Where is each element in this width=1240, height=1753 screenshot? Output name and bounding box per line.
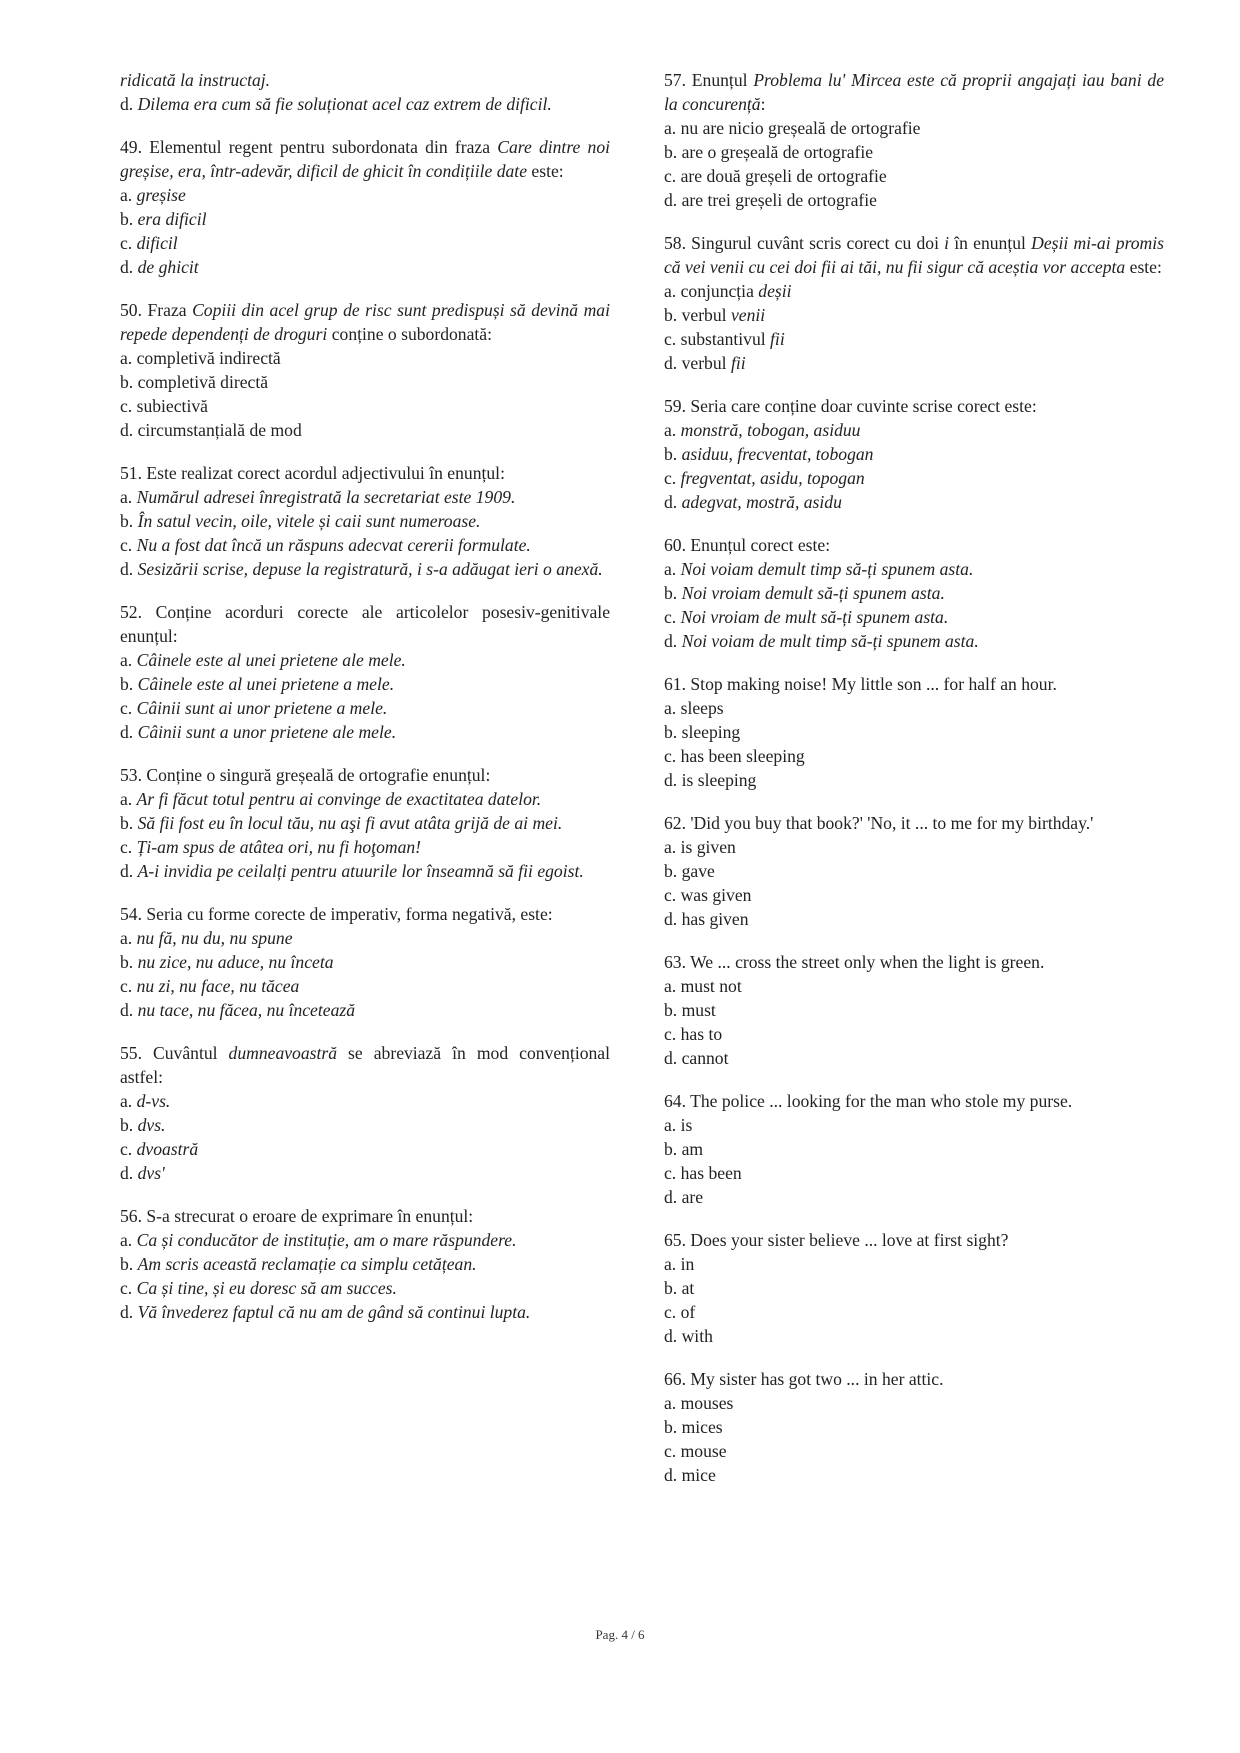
text-run: 52. Conține acorduri corecte ale articolelor posesiv-genitivale enunțul: [120,602,610,646]
italic-text: Deșii mi-ai promis că vei venii cu cei doi fii ai tăi, nu fii sigur că aceștia vor accepta [664,233,1165,277]
text-run: 51. Este realizat corect acordul adjectivului în enunțul: [120,463,505,483]
italic-text: nu tace, nu făcea, nu încetează [137,1000,356,1020]
text-run: d. [120,861,138,881]
text-run: b. at [664,1278,695,1298]
answer-option [120,696,610,720]
italic-text: Dilema era cum să fie soluționat acel caz extrem de dificil. [137,94,552,114]
text-run: d. with [664,1326,713,1346]
question-stem [120,135,610,183]
text-run: în enunțul [949,233,1032,253]
answer-option [664,1391,1164,1415]
italic-text: Ca și tine, și eu doresc să am succes. [136,1278,397,1298]
answer-option [664,629,1164,653]
italic-text: Câinii sunt ai unor prietene a mele. [136,698,388,718]
answer-option [664,907,1164,931]
text-run: 50. Fraza [120,300,193,320]
answer-option [664,605,1164,629]
text-run: b. must [664,1000,716,1020]
text-run: a. must not [664,976,742,996]
answer-option [120,1137,610,1161]
question-block [120,298,610,442]
text-run: b. gave [664,861,715,881]
italic-text: Să fii fost eu în locul tău, nu aşi fi avut atâta grijă de ai mei. [137,813,563,833]
question-stem [664,1228,1164,1252]
text-run: c. [120,976,137,996]
fragment-line [120,68,610,92]
answer-option [664,442,1164,466]
question-stem [664,672,1164,696]
text-run: 64. The police ... looking for the man who stole my purse. [664,1091,1073,1111]
text-run: 60. Enunțul corect este: [664,535,831,555]
text-run: b. [664,583,682,603]
answer-option [120,255,610,279]
italic-text: era dificil [137,209,207,229]
question-block [120,1041,610,1185]
answer-option [120,509,610,533]
text-run: 58. Singurul cuvânt scris corect cu doi [664,233,945,253]
answer-option [120,1276,610,1300]
answer-option [120,926,610,950]
answer-option [120,533,610,557]
answer-option [120,1300,610,1324]
answer-option [664,1463,1164,1487]
question-block [664,533,1164,653]
text-run: a. is given [664,837,736,857]
question-stem [120,902,610,926]
italic-text: Am scris această reclamație ca simplu cetățean. [137,1254,477,1274]
text-run: conține o subordonată: [327,324,492,344]
text-run: b. [120,813,138,833]
italic-text: Câinele este al unei prietene ale mele. [136,650,406,670]
answer-option [664,1415,1164,1439]
text-run: d. verbul [664,353,731,373]
answer-option [664,418,1164,442]
question-block [664,1228,1164,1348]
text-run: d. circumstanțială de mod [120,420,302,440]
text-run: a. [120,1230,137,1250]
answer-option [664,974,1164,998]
italic-text: Nu a fost dat încă un răspuns adecvat cererii formulate. [136,535,531,555]
text-run: d. [120,1302,138,1322]
answer-option [664,581,1164,605]
text-run: b. am [664,1139,704,1159]
text-run: d. [120,1000,138,1020]
answer-option [664,883,1164,907]
answer-option [120,1252,610,1276]
text-run: d. [120,559,138,579]
question-block [120,600,610,744]
italic-text: ridicată la instructaj. [120,70,271,90]
text-run: 49. Elementul regent pentru subordonata din fraza [120,137,498,157]
answer-option [120,974,610,998]
answer-option [664,1300,1164,1324]
text-run: d. [120,722,138,742]
question-stem [664,68,1164,116]
text-run: a. [664,420,681,440]
text-run: c. are două greșeli de ortografie [664,166,887,186]
answer-option [120,183,610,207]
italic-text: nu fă, nu du, nu spune [136,928,293,948]
text-run: d. [120,257,138,277]
text-run: a. sleeps [664,698,724,718]
answer-option [120,346,610,370]
italic-text: Problema lu' Mircea este că proprii angajați iau bani de la concurență [664,70,1165,114]
text-run: a. nu are nicio greșeală de ortografie [664,118,921,138]
text-run: b. [120,209,138,229]
italic-text: Noi vroiam demult să-ți spunem asta. [681,583,945,603]
answer-option [664,140,1164,164]
italic-text: greșise [136,185,186,205]
text-run: b. [120,1115,138,1135]
answer-option [120,787,610,811]
italic-text: monstră, tobogan, asiduu [680,420,861,440]
answer-option [664,1276,1164,1300]
answer-option [664,1252,1164,1276]
fragment-line [120,92,610,116]
question-block [664,1089,1164,1209]
answer-option [664,744,1164,768]
answer-option [664,859,1164,883]
question-block [664,394,1164,514]
italic-text: Noi voiam de mult timp să-ți spunem asta. [681,631,979,651]
question-block [664,68,1164,212]
answer-option [120,1113,610,1137]
right-column [664,68,1164,1506]
question-stem [120,763,610,787]
question-stem [120,298,610,346]
question-stem [120,461,610,485]
text-run: b. [120,511,138,531]
text-run: 57. Enunțul [664,70,754,90]
text-run: c. [120,1278,137,1298]
answer-option [664,327,1164,351]
italic-text: i [944,233,950,253]
italic-text: Vă învederez faptul că nu am de gând să continui lupta. [137,1302,531,1322]
italic-text: A-i invidia pe ceilalți pentru atuurile lor înseamnă să fii egoist. [137,861,584,881]
answer-option [120,231,610,255]
text-run: b. [120,1254,138,1274]
text-run: : [760,94,766,114]
text-run: 55. Cuvântul [120,1043,229,1063]
text-run: c. [664,607,681,627]
text-run: c. [120,698,137,718]
question-stem [664,1367,1164,1391]
italic-text: Noi vroiam de mult să-ți spunem asta. [680,607,949,627]
italic-text: adegvat, mostră, asidu [681,492,842,512]
answer-option [664,490,1164,514]
answer-option [664,998,1164,1022]
answer-option [664,116,1164,140]
answer-option [664,303,1164,327]
text-run: d. mice [664,1465,716,1485]
italic-text: de ghicit [137,257,199,277]
text-run: c. has to [664,1024,723,1044]
text-run: a. is [664,1115,693,1135]
question-block [120,461,610,581]
text-run: a. mouses [664,1393,734,1413]
text-run: 56. S-a strecurat o eroare de exprimare în enunțul: [120,1206,474,1226]
italic-text: Câinele este al unei prietene a mele. [137,674,395,694]
answer-option [664,279,1164,303]
left-column [120,68,610,1343]
italic-text: deșii [758,281,792,301]
answer-option [120,1228,610,1252]
answer-option [120,370,610,394]
answer-option [120,557,610,581]
italic-text: d-vs. [136,1091,171,1111]
italic-text: nu zice, nu aduce, nu înceta [137,952,334,972]
italic-text: Numărul adresei înregistrată la secretariat este 1909. [136,487,516,507]
italic-text: Copiii din acel grup de risc sunt predispuși să devină mai repede dependenți de droguri [120,300,610,344]
answer-option [120,648,610,672]
question-block [120,1204,610,1324]
text-run: a. [120,928,137,948]
text-run: c. [120,535,137,555]
answer-option [120,418,610,442]
answer-option [664,164,1164,188]
italic-text: nu zi, nu face, nu tăcea [136,976,300,996]
text-run: 63. We ... cross the street only when the light is green. [664,952,1045,972]
italic-text: dificil [136,233,178,253]
question-block [120,763,610,883]
continued-question-fragment [120,68,610,116]
text-run: c. has been sleeping [664,746,805,766]
answer-option [664,1439,1164,1463]
answer-option [120,1161,610,1185]
text-run: d. [664,631,682,651]
text-run: a. in [664,1254,695,1274]
text-run: c. mouse [664,1441,727,1461]
answer-option [664,557,1164,581]
italic-text: Care dintre noi greșise, era, într-adevăr, dificil de ghicit în condițiile date [120,137,611,181]
italic-text: fii [770,329,785,349]
question-stem [120,1041,610,1089]
question-stem [664,1089,1164,1113]
answer-option [120,485,610,509]
text-run: d. has given [664,909,749,929]
question-stem [120,600,610,648]
question-stem [664,811,1164,835]
answer-option [120,207,610,231]
question-block [664,672,1164,792]
text-run: 53. Conține o singură greșeală de ortografie enunțul: [120,765,491,785]
text-run: c. subiectivă [120,396,208,416]
text-run: d. cannot [664,1048,729,1068]
text-run: este: [1125,257,1162,277]
answer-option [120,672,610,696]
answer-option [664,835,1164,859]
answer-option [664,1324,1164,1348]
italic-text: asiduu, frecventat, tobogan [681,444,874,464]
text-run: b. [120,674,138,694]
text-run: 54. Seria cu forme corecte de imperativ, forma negativă, este: [120,904,553,924]
answer-option [664,1022,1164,1046]
answer-option [664,351,1164,375]
answer-option [664,1113,1164,1137]
text-run: d. [120,1163,138,1183]
answer-option [120,998,610,1022]
question-stem [664,394,1164,418]
text-run: b. sleeping [664,722,741,742]
text-run: 59. Seria care conține doar cuvinte scrise corect este: [664,396,1037,416]
text-run: 61. Stop making noise! My little son ... for half an hour. [664,674,1057,694]
answer-option [664,188,1164,212]
text-run: a. [664,559,681,579]
text-run: d. [120,94,138,114]
answer-option [664,696,1164,720]
text-run: d. are trei greșeli de ortografie [664,190,877,210]
text-run: a. [120,487,137,507]
text-run: d. are [664,1187,704,1207]
answer-option [664,1046,1164,1070]
text-run: b. completivă directă [120,372,269,392]
question-block [664,231,1164,375]
text-run: c. has been [664,1163,742,1183]
answer-option [120,1089,610,1113]
answer-option [120,811,610,835]
text-run: se abreviază în mod convențional astfel: [120,1043,611,1087]
text-run: c. [664,468,681,488]
answer-option [664,466,1164,490]
text-run: a. [120,789,137,809]
text-run: c. [120,1139,137,1159]
text-run: d. [664,492,682,512]
text-run: c. [120,233,137,253]
italic-text: dvs. [137,1115,166,1135]
question-stem [664,231,1164,279]
text-run: 62. 'Did you buy that book?' 'No, it ... to me for my birthday.' [664,813,1094,833]
text-run: c. was given [664,885,752,905]
text-run: a. conjuncția [664,281,759,301]
text-run: c. of [664,1302,696,1322]
answer-option [664,1185,1164,1209]
question-block [664,1367,1164,1487]
text-run: c. [120,837,137,857]
text-run: a. [120,185,137,205]
text-run: 66. My sister has got two ... in her attic. [664,1369,944,1389]
italic-text: Ar fi făcut totul pentru ai convinge de exactitatea datelor. [136,789,542,809]
answer-option [120,859,610,883]
text-run: b. mices [664,1417,723,1437]
answer-option [664,720,1164,744]
text-run: b. verbul [664,305,731,325]
italic-text: Câinii sunt a unor prietene ale mele. [137,722,397,742]
text-run: b. [664,444,682,464]
text-run: c. substantivul [664,329,771,349]
italic-text: Ți-am spus de atâtea ori, nu fi hoţoman! [136,837,422,857]
italic-text: fregventat, asidu, topogan [680,468,865,488]
text-run: b. [120,952,138,972]
text-run: este: [527,161,564,181]
answer-option [120,835,610,859]
question-block [120,902,610,1022]
italic-text: Ca și conducător de instituție, am o mare răspundere. [136,1230,517,1250]
text-run: 65. Does your sister believe ... love at first sight? [664,1230,1009,1250]
text-run: b. are o greșeală de ortografie [664,142,874,162]
answer-option [664,1161,1164,1185]
question-block [664,811,1164,931]
page-number: Pag. 4 / 6 [595,1627,645,1642]
text-run: a. [120,1091,137,1111]
italic-text: Sesizării scrise, depuse la registratură, i s-a adăugat ieri o anexă. [137,559,603,579]
question-stem [664,950,1164,974]
italic-text: venii [730,305,766,325]
text-run: d. is sleeping [664,770,757,790]
italic-text: fii [730,353,746,373]
text-run: a. [120,650,137,670]
question-block [664,950,1164,1070]
answer-option [664,768,1164,792]
italic-text: dvs' [137,1163,165,1183]
text-run: a. completivă indirectă [120,348,281,368]
italic-text: În satul vecin, oile, vitele și caii sunt numeroase. [137,511,481,531]
question-stem [120,1204,610,1228]
answer-option [120,720,610,744]
italic-text: dumneavoastră [228,1043,338,1063]
question-block [120,135,610,279]
italic-text: Noi voiam demult timp să-ți spunem asta. [680,559,974,579]
question-stem [664,533,1164,557]
italic-text: dvoastră [136,1139,199,1159]
answer-option [120,394,610,418]
answer-option [120,950,610,974]
answer-option [664,1137,1164,1161]
